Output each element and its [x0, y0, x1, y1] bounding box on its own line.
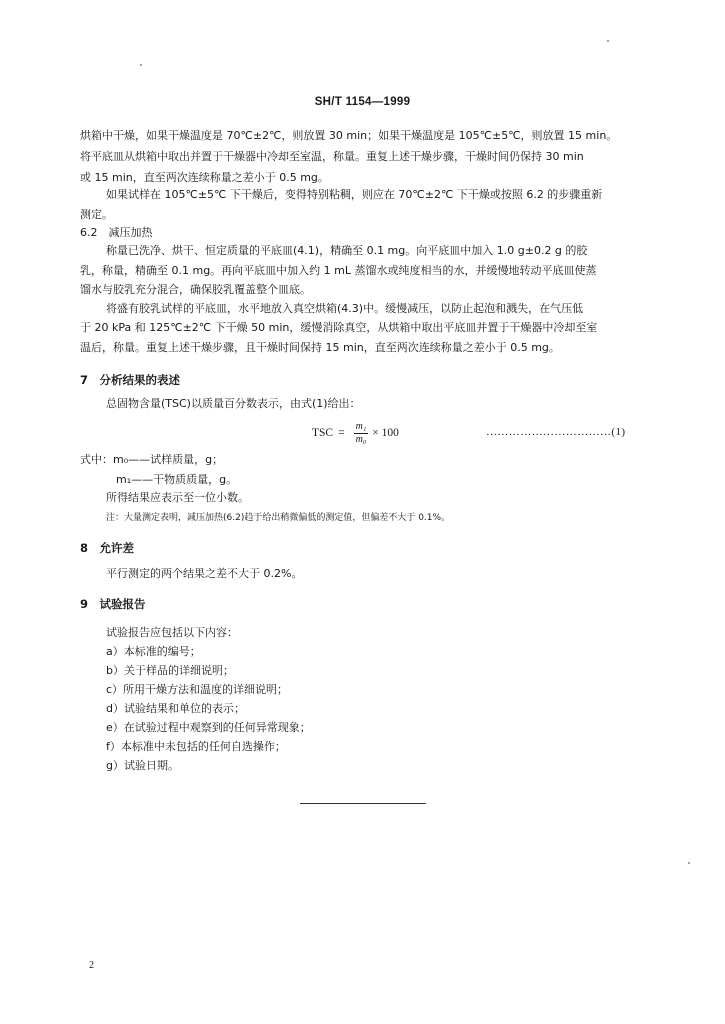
- text-line: 温后，称量。重复上述干燥步骤，且干燥时间保持 15 min，直至两次连续称量之差小于 0.5 mg。: [80, 341, 560, 354]
- text-line: 馏水与胶乳充分混合，确保胶乳覆盖整个皿底。: [80, 283, 311, 296]
- formula-equals: =: [338, 427, 345, 439]
- list-item: d）试验结果和单位的表示；: [106, 702, 245, 715]
- scan-speck: [140, 64, 142, 66]
- text-line: 如果试样在 105℃±5℃ 下干燥后，变得特别粘稠，则应在 70℃±2℃ 下干燥或按照 6.2 的步骤重新: [106, 188, 603, 201]
- section-6-2-heading: 6.2 减压加热: [80, 226, 153, 239]
- text-line: 将平底皿从烘箱中取出并置于干燥器中冷却至室温，称量。重复上述干燥步骤，干燥时间仍保持 30 min: [80, 150, 584, 163]
- list-item: f）本标准中未包括的任何自选操作；: [106, 740, 286, 753]
- formula-lhs: TSC: [312, 427, 334, 439]
- list-item: e）在试验过程中观察到的任何异常现象；: [106, 721, 311, 734]
- page-header-standard-code: SH/T 1154—1999: [314, 96, 411, 108]
- formula-denominator: m₀: [355, 433, 367, 445]
- section-9-heading: 9 试验报告: [80, 597, 146, 611]
- section-8-text: 平行测定的两个结果之差不大于 0.2%。: [106, 567, 303, 580]
- text-line: 称量已洗净、烘干、恒定质量的平底皿(4.1)，精确至 0.1 mg。向平底皿中加入 1.0 g±0.2 g 的胶: [106, 244, 588, 257]
- text-line: 于 20 kPa 和 125℃±2℃ 下干燥 50 min，缓慢消除真空，从烘箱中取出平底皿并置于干燥器中冷却至室: [80, 321, 598, 334]
- section-7-intro: 总固物含量(TSC)以质量百分数表示，由式(1)给出：: [106, 397, 361, 410]
- page-number: 2: [89, 960, 94, 971]
- formula-multiplier: × 100: [372, 427, 399, 439]
- list-item: a）本标准的编号；: [106, 645, 201, 658]
- section-9-intro: 试验报告应包括以下内容：: [106, 626, 238, 639]
- formula-numerator: m₁: [355, 420, 367, 432]
- text-line: 将盛有胶乳试样的平底皿，水平地放入真空烘箱(4.3)中。缓慢减压，以防止起泡和溅失，在气压低: [106, 302, 584, 315]
- where-m0-definition: 式中：m₀——试样质量，g；: [80, 453, 224, 466]
- section-8-heading: 8 允许差: [80, 541, 135, 555]
- scan-speck: [607, 40, 609, 42]
- formula-fraction: [354, 421, 369, 446]
- text-line: 或 15 min，直至两次连续称量之差小于 0.5 mg。: [80, 171, 329, 184]
- scan-speck: [688, 862, 690, 864]
- note-text: 注：大量测定表明，减压加热(6.2)趋于给出稍微偏低的测定值，但偏差不大于 0.1%。: [106, 513, 451, 523]
- text-line: 烘箱中干燥，如果干燥温度是 70℃±2℃，则放置 30 min；如果干燥温度是 105℃±5℃，则放置 15 min。: [80, 129, 618, 142]
- end-rule: [300, 803, 426, 804]
- formula-reference: ……………………………(1): [486, 426, 626, 438]
- text-line: 测定。: [80, 208, 113, 221]
- text-line: 乳，称量，精确至 0.1 mg。再向平底皿中加入约 1 mL 蒸馏水或纯度相当的水，并缓慢地转动平底皿使蒸: [80, 264, 597, 277]
- tsc-formula: [312, 418, 399, 448]
- where-m1-definition: m₁——干物质质量，g。: [116, 473, 238, 486]
- list-item: c）所用干燥方法和温度的详细说明；: [106, 683, 289, 696]
- precision-statement: 所得结果应表示至一位小数。: [106, 491, 249, 504]
- section-7-heading: 7 分析结果的表述: [80, 373, 181, 387]
- list-item: b）关于样品的详细说明；: [106, 664, 234, 677]
- list-item: g）试验日期。: [106, 759, 179, 772]
